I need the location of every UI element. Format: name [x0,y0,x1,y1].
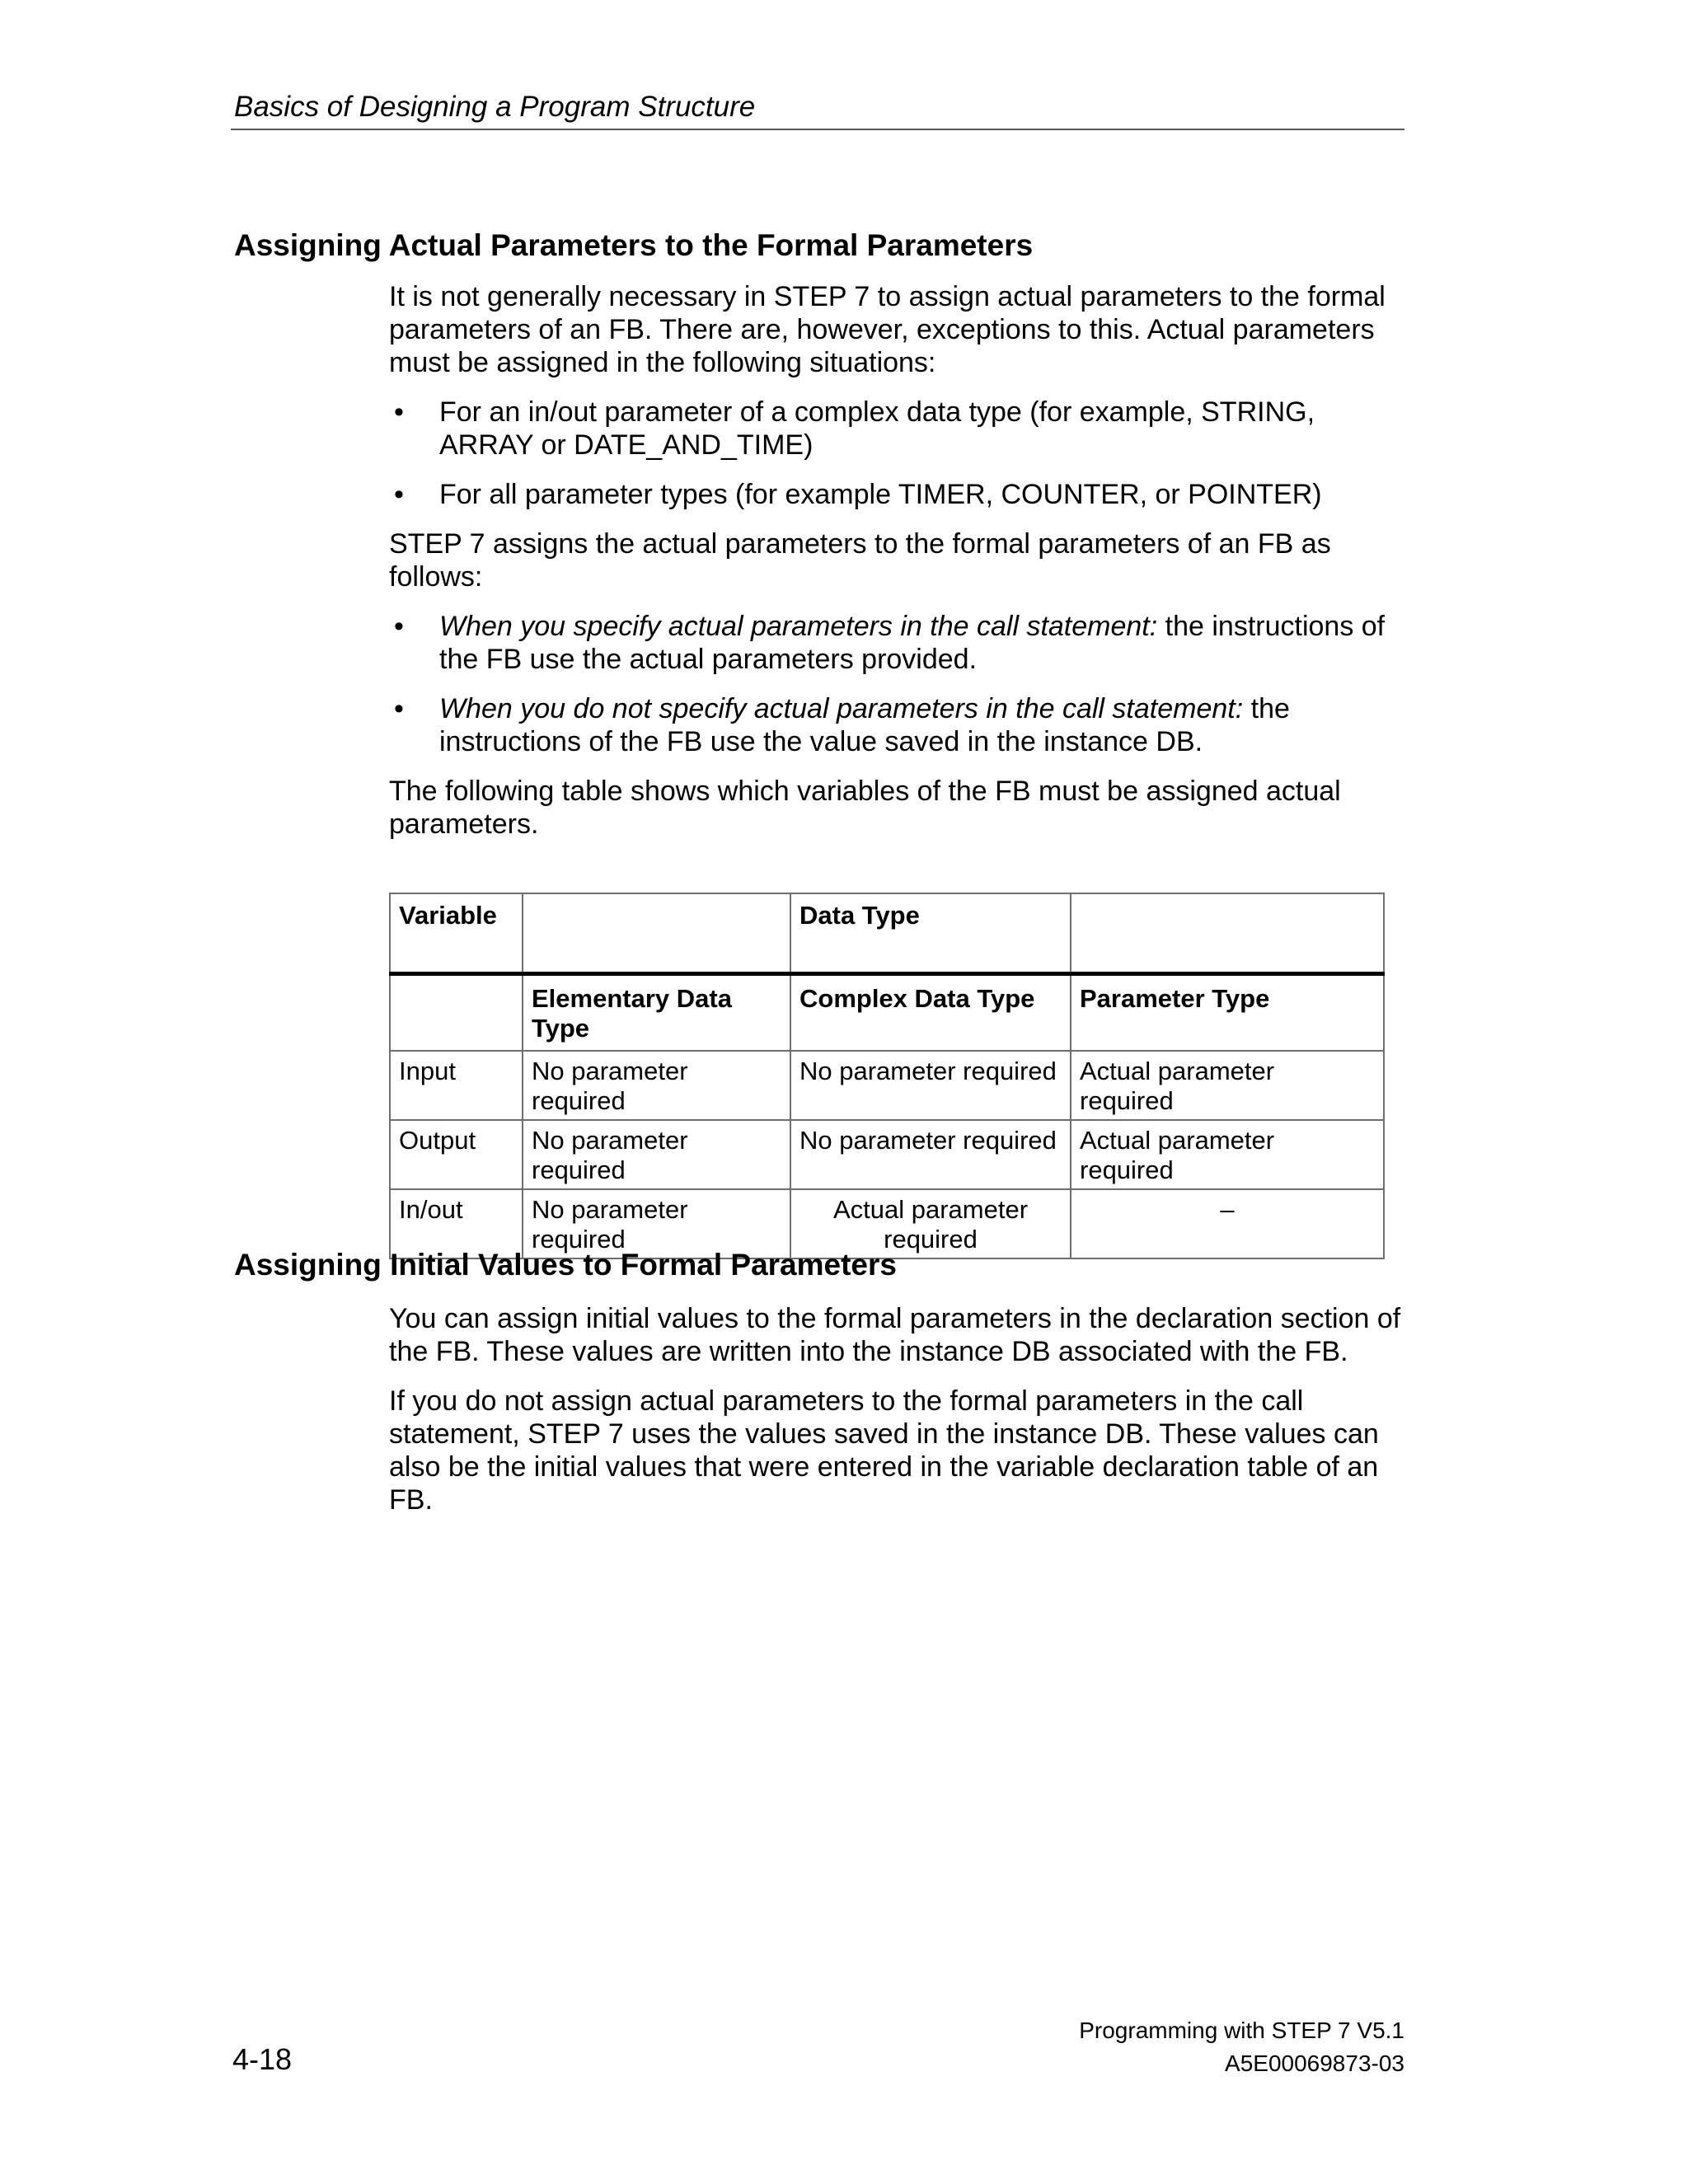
list-item-emphasis: When you specify actual parameters in the call statement: [439,611,1158,642]
running-header: Basics of Designing a Program Structure [234,91,756,123]
bullet-icon: • [394,611,404,642]
table-cell: Actual parameter required [1071,1120,1384,1189]
list-item-emphasis: When you do not specify actual parameters in the call statement: [439,693,1244,724]
parameter-assignment-table [389,893,1385,1259]
section1-body [389,280,1411,841]
situation-list [389,396,1411,511]
page-number: 4-18 [232,2042,293,2076]
list-item [389,478,1411,511]
list-item-text: the instructions of the FB use the actual parameters provided. [439,611,1386,675]
list-item [389,396,1411,462]
table-row [390,1051,1384,1120]
list-item [389,610,1411,676]
bullet-icon: • [394,396,404,428]
list-item-text: For all parameter types (for example TIMER, COUNTER, or POINTER) [439,479,1322,510]
table-row [390,1120,1384,1189]
intro-paragraph: It is not generally necessary in STEP 7 to assign actual parameters to the formal parameters of an FB. There are, however, exceptions to this. Actual parameters must be assigned in the following situations: [389,281,1386,378]
table-header-row [390,893,1384,974]
instance-db-paragraph: If you do not assign actual parameters to the formal parameters in the call statement, STEP 7 uses the values saved in the instance DB. These values can also be the initial values that were entered in the variable declaration table of an FB. [389,1385,1379,1516]
footer-order-number: A5E00069873-03 [1225,2050,1404,2076]
table-header-cell: Parameter Type [1071,974,1384,1052]
table-header-cell: Elementary Data Type [523,974,790,1052]
header-rule [231,129,1404,130]
assignment-list [389,610,1411,758]
initial-values-paragraph: You can assign initial values to the formal parameters in the declaration section of the FB. These values are written into the instance DB associated with the FB. [389,1303,1401,1367]
table-cell: No parameter required [523,1189,790,1258]
section-heading-initial-values: Assigning Initial Values to Formal Parameters [234,1248,897,1282]
table-cell: – [1071,1189,1384,1258]
table-cell: Output [390,1120,523,1189]
table-intro-paragraph: The following table shows which variables of the FB must be assigned actual parameters. [389,776,1341,840]
table-header-cell [1071,893,1384,974]
table-cell: No parameter required [523,1051,790,1120]
table-cell: No parameter required [523,1120,790,1189]
section-heading-actual-parameters: Assigning Actual Parameters to the Formal Parameters [234,228,1034,262]
footer-manual-title: Programming with STEP 7 V5.1 [1079,2018,1404,2043]
table-cell: Input [390,1051,523,1120]
table-header-cell [390,974,523,1052]
table-subheader-row [390,974,1384,1052]
table-header-cell [523,893,790,974]
table-header-cell: Variable [390,893,523,974]
table-cell: Actual parameter required [790,1189,1071,1258]
bullet-icon: • [394,693,404,724]
table-header-cell: Data Type [790,893,1071,974]
table-cell: No parameter required [790,1051,1071,1120]
table-cell: No parameter required [790,1120,1071,1189]
assign-intro-paragraph: STEP 7 assigns the actual parameters to the formal parameters of an FB as follows: [389,528,1331,593]
list-item [389,692,1411,758]
list-item-text: For an in/out parameter of a complex data type (for example, STRING, ARRAY or DATE_AND_TIME) [439,396,1315,461]
section2-body [389,1302,1411,1516]
bullet-icon: • [394,479,404,510]
table-header-cell: Complex Data Type [790,974,1071,1052]
table-cell: Actual parameter required [1071,1051,1384,1120]
list-item-text: the instructions of the FB use the value saved in the instance DB. [439,693,1290,757]
table-cell: In/out [390,1189,523,1258]
